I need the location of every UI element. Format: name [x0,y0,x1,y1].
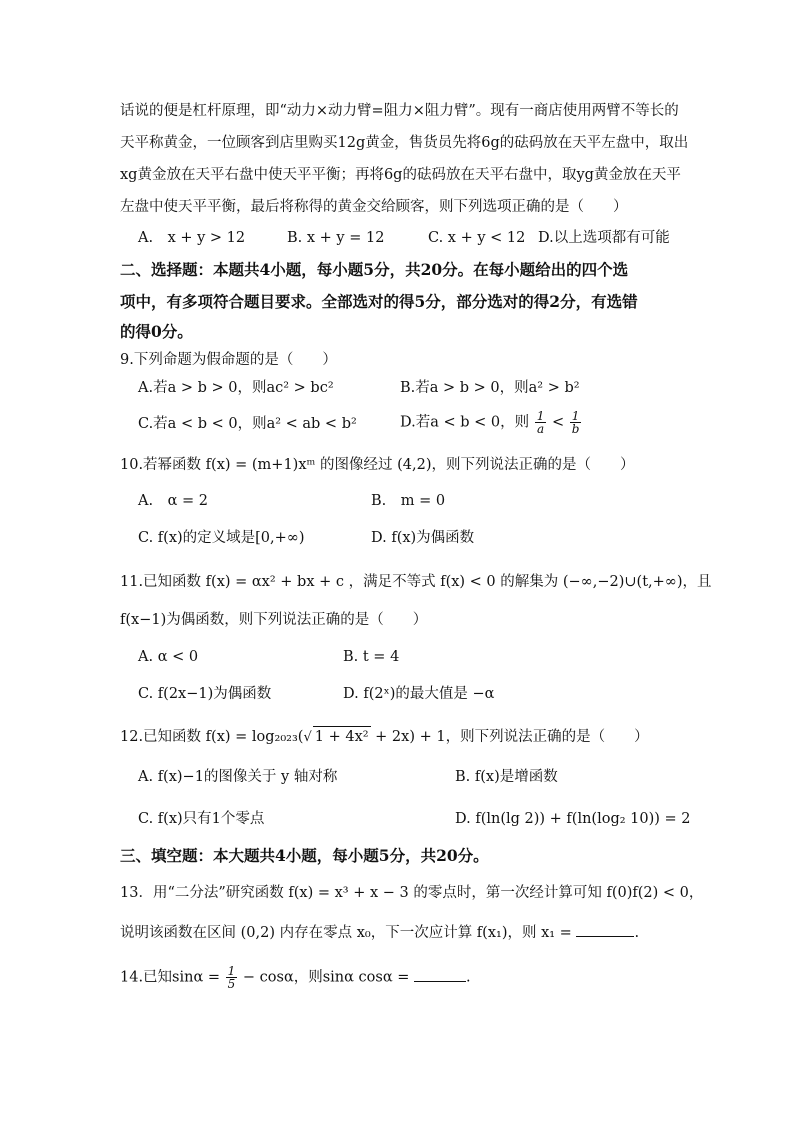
q8-option-c: C. x + y < 12 [428,230,526,246]
fraction-1-over-a: $\frac{1}{a}$ [536,409,545,436]
q8-option-a: A. x + y > 12 [138,230,246,246]
q11-option-b: B. t = 4 [343,649,400,665]
section2-title-line-1: 二、选择题：本题共4小题，每小题5分，共20分。在每小题给出的四个选 [120,260,629,279]
q12-stem-suffix: + 2x) + 1，则下列说法正确的是（ ） [370,729,649,745]
q12-option-d: D. f(ln(lg 2)) + f(ln(log₂ 10)) = 2 [455,811,691,827]
section3-title: 三、填空题：本大题共4小题，每小题5分，共20分。 [120,846,489,865]
q14-suffix: . [466,969,471,986]
q8-option-d: D.以上选项都有可能 [538,230,670,246]
q11-stem-line-1: 11.已知函数 f(x) = αx² + bx + c ，满足不等式 f(x) < 0 的解集为 (−∞,−2)∪(t,+∞)，且 [120,574,712,590]
q12-option-a: A. f(x)−1的图像关于 y 轴对称 [138,769,338,785]
fraction-1-over-5 [226,965,238,990]
q13-line-1: 13．用“二分法”研究函数 f(x) = x³ + x − 3 的零点时，第一次经计算可知 f(0)f(2) < 0， [120,885,704,901]
q9-option-b: B.若a > b > 0，则a² > b² [400,380,580,396]
q9-option-d [400,410,582,435]
q13-line-2 [120,922,639,943]
intro-line-3: xg黄金放在天平右盘中使天平平衡；再将6g的砝码放在天平右盘中，取yg黄金放在天平 [120,167,681,183]
section2-title-line-3: 的得0分。 [120,322,193,341]
q11-option-c: C. f(2x−1)为偶函数 [138,686,272,702]
q13-line-2-prefix: 说明该函数在区间 (0,2) 内存在零点 x₀，下一次应计算 f(x₁)，则 x₁ = [120,925,572,941]
intro-line-4: 左盘中使天平平衡，最后将称得的黄金交给顾客，则下列选项正确的是（ ） [120,199,628,215]
q12-stem [120,726,649,748]
q9-stem: 9.下列命题为假命题的是（ ） [120,352,337,368]
q8-option-b: B. x + y = 12 [287,230,385,246]
intro-line-1: 话说的便是杠杆原理，即“动力×动力臂=阻力×阻力臂”。现有一商店使用两臂不等长的 [120,103,679,119]
sqrt-sign: √ [303,730,312,745]
q10-option-a: A. α = 2 [138,493,208,509]
q11-stem-line-2: f(x−1)为偶函数，则下列说法正确的是（ ） [120,612,428,628]
frac-denominator: 5 [227,977,236,991]
q10-option-c: C. f(x)的定义域是[0,+∞) [138,530,305,546]
fraction-1-over-b: $\frac{1}{b}$ [571,409,580,436]
answer-blank-q13[interactable] [576,922,634,937]
frac-numerator: 1 [227,964,236,978]
q9-option-d-lt: < [551,414,565,431]
q9-option-a: A.若a > b > 0，则ac² > bc² [138,380,334,396]
q9-option-c: C.若a < b < 0，则a² < ab < b² [138,416,357,432]
q10-stem: 10.若幂函数 f(x) = (m+1)xᵐ 的图像经过 (4,2)，则下列说法正确的是（ ） [120,457,635,473]
q12-stem-prefix: 12.已知函数 f(x) = log₂₀₂₃( [120,729,304,745]
q10-option-b: B. m = 0 [371,493,446,509]
q11-option-d: D. f(2ˣ)的最大值是 −α [343,686,495,702]
q14-line [120,965,471,990]
q12-option-b: B. f(x)是增函数 [455,769,558,785]
q10-option-d: D. f(x)为偶函数 [371,530,475,546]
q14-prefix: 14.已知sinα = [120,969,221,986]
q14-middle: − cosα，则sinα cosα = [242,969,410,986]
q12-option-c: C. f(x)只有1个零点 [138,811,265,827]
q12-stem-root: 1 + 4x² [313,726,371,747]
section2-title-line-2: 项中，有多项符合题目要求。全部选对的得5分，部分选对的得2分，有选错 [120,292,638,311]
q13-line-2-suffix: . [634,925,640,941]
answer-blank-q14[interactable] [414,967,466,982]
q11-option-a: A. α < 0 [138,649,199,665]
intro-line-2: 天平称黄金，一位顾客到店里购买12g黄金，售货员先将6g的砝码放在天平左盘中，取出 [120,135,689,151]
q9-option-d-prefix: D.若a < b < 0，则 [400,414,530,431]
